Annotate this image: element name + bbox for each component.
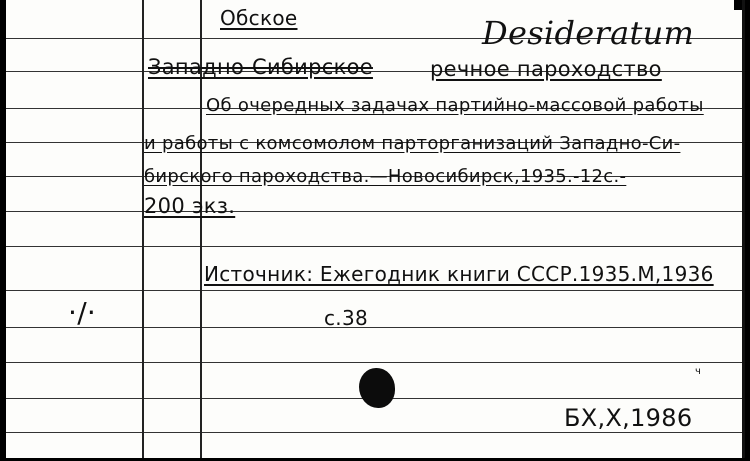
margin-line-left	[142, 0, 144, 458]
author-heading: речное пароходство	[430, 57, 662, 81]
ruled-line	[6, 362, 742, 363]
title-line-4: 200 экз.	[144, 194, 236, 218]
ruled-line	[6, 432, 742, 433]
title-line-2: и работы с комсомолом парторганизаций Западно-Си-	[144, 133, 681, 154]
ink-dot: ч	[695, 366, 702, 377]
ruled-line	[6, 246, 742, 247]
source-page: с.38	[324, 306, 369, 330]
title-line-1: Об очередных задачах партийно-массовой работы	[206, 95, 704, 116]
ruled-line	[6, 290, 742, 291]
ruled-line	[6, 327, 742, 328]
ruled-line	[6, 211, 742, 212]
desideratum-stamp: Desideratum	[482, 14, 695, 52]
struck-heading: Западно-Сибирское	[148, 55, 373, 79]
corner-notch	[734, 0, 744, 10]
subject-heading: Обское	[220, 6, 298, 30]
catalog-card	[6, 0, 745, 458]
ink-blot	[359, 368, 395, 408]
source-line: Источник: Ежегодник книги СССР.1935.М,1936	[204, 262, 714, 286]
title-line-3: бирского пароходства.—Новосибирск,1935.-12с.-	[144, 166, 627, 187]
margin-mark: ·/·	[68, 296, 97, 329]
accession-note: БХ,Х,1986	[564, 404, 693, 432]
